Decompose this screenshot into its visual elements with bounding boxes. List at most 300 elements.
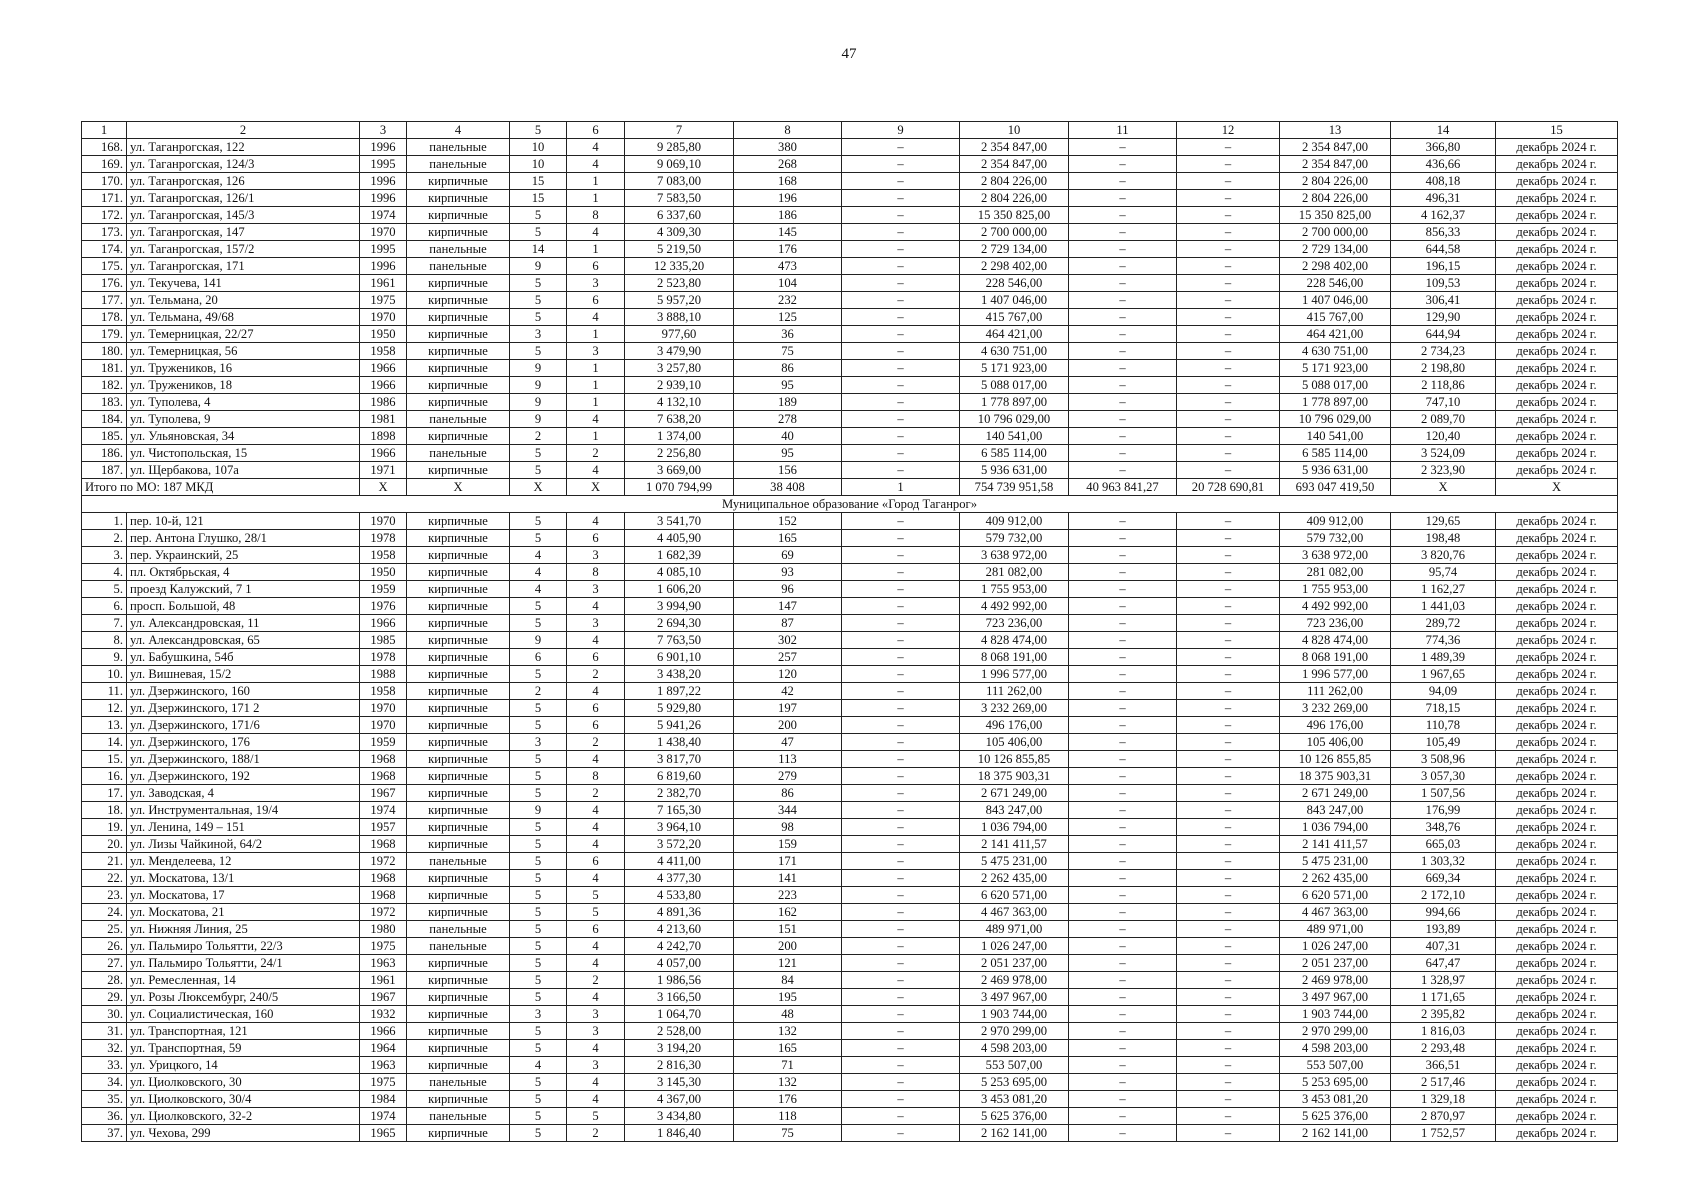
table-cell: 415 767,00 <box>1280 309 1391 326</box>
section-title: Муниципальное образование «Город Таганрог» <box>82 496 1618 513</box>
table-cell: – <box>1069 462 1177 479</box>
table-row <box>82 1040 1618 1057</box>
table-cell: – <box>1177 564 1280 581</box>
table-cell: кирпичные <box>407 377 510 394</box>
table-cell: 75 <box>734 343 842 360</box>
table-cell: – <box>1177 394 1280 411</box>
table-cell: кирпичные <box>407 513 510 530</box>
table-cell: 3 638 972,00 <box>960 547 1069 564</box>
table-cell: 3 994,90 <box>625 598 734 615</box>
table-cell: – <box>1069 377 1177 394</box>
table-cell: 5 <box>510 989 567 1006</box>
table-cell: 4 <box>567 309 625 326</box>
table-cell: – <box>842 1023 960 1040</box>
table-cell: 279 <box>734 768 842 785</box>
table-row <box>82 207 1618 224</box>
table-row <box>82 309 1618 326</box>
table-cell: панельные <box>407 921 510 938</box>
column-number-header: 11 <box>1069 122 1177 139</box>
table-cell: 15 <box>510 173 567 190</box>
table-cell: панельные <box>407 1108 510 1125</box>
table-cell: – <box>1177 700 1280 717</box>
table-cell: – <box>1177 853 1280 870</box>
table-cell: 2 870,97 <box>1391 1108 1496 1125</box>
table-cell: 9 <box>510 360 567 377</box>
table-cell: 4 630 751,00 <box>960 343 1069 360</box>
table-cell: – <box>842 241 960 258</box>
table-cell: 5. <box>82 581 127 598</box>
table-cell: панельные <box>407 853 510 870</box>
table-cell: 1972 <box>360 904 407 921</box>
table-cell: – <box>842 938 960 955</box>
table-cell: 168 <box>734 173 842 190</box>
table-cell: кирпичные <box>407 1091 510 1108</box>
table-cell: 4 <box>567 989 625 1006</box>
table-cell: 169. <box>82 156 127 173</box>
table-cell: – <box>1069 156 1177 173</box>
table-cell: 7 165,30 <box>625 802 734 819</box>
total-value: X <box>360 479 407 496</box>
table-cell: 1 752,57 <box>1391 1125 1496 1142</box>
table-cell: 3 964,10 <box>625 819 734 836</box>
table-cell: кирпичные <box>407 768 510 785</box>
table-row <box>82 1023 1618 1040</box>
table-cell: ул. Туполева, 4 <box>127 394 360 411</box>
table-cell: 2 523,80 <box>625 275 734 292</box>
table-cell: 1 162,27 <box>1391 581 1496 598</box>
table-cell: 348,76 <box>1391 819 1496 836</box>
table-row <box>82 156 1618 173</box>
table-cell: – <box>1177 462 1280 479</box>
table-cell: 4 <box>510 564 567 581</box>
table-cell: просп. Большой, 48 <box>127 598 360 615</box>
table-cell: – <box>1177 224 1280 241</box>
table-cell: 553 507,00 <box>960 1057 1069 1074</box>
table-cell: кирпичные <box>407 547 510 564</box>
table-cell: 193,89 <box>1391 921 1496 938</box>
table-cell: 24. <box>82 904 127 921</box>
table-cell: 3 <box>510 326 567 343</box>
table-cell: кирпичные <box>407 1125 510 1142</box>
total-label: Итого по МО: 187 МКД <box>82 479 360 496</box>
table-cell: – <box>1069 683 1177 700</box>
table-cell: декабрь 2024 г. <box>1496 700 1618 717</box>
table-cell: 3 817,70 <box>625 751 734 768</box>
table-cell: – <box>1177 615 1280 632</box>
column-number-header: 4 <box>407 122 510 139</box>
table-cell: декабрь 2024 г. <box>1496 819 1618 836</box>
table-cell: – <box>1069 734 1177 751</box>
table-cell: – <box>1177 190 1280 207</box>
table-cell: – <box>1177 598 1280 615</box>
table-cell: 9 <box>510 258 567 275</box>
table-cell: – <box>842 1040 960 1057</box>
table-cell: кирпичные <box>407 683 510 700</box>
table-cell: – <box>1069 139 1177 156</box>
table-cell: 6 <box>567 292 625 309</box>
table-cell: 579 732,00 <box>1280 530 1391 547</box>
table-cell: 2 262 435,00 <box>960 870 1069 887</box>
table-cell: – <box>1177 768 1280 785</box>
table-cell: 2 816,30 <box>625 1057 734 1074</box>
table-cell: – <box>842 411 960 428</box>
table-cell: 152 <box>734 513 842 530</box>
table-cell: 2 694,30 <box>625 615 734 632</box>
table-cell: 1 441,03 <box>1391 598 1496 615</box>
table-cell: 5 <box>567 904 625 921</box>
table-cell: кирпичные <box>407 1023 510 1040</box>
table-cell: – <box>1069 768 1177 785</box>
table-body <box>82 122 1618 1142</box>
table-cell: 489 971,00 <box>1280 921 1391 938</box>
table-cell: 27. <box>82 955 127 972</box>
table-cell: 129,90 <box>1391 309 1496 326</box>
table-cell: 977,60 <box>625 326 734 343</box>
table-cell: декабрь 2024 г. <box>1496 581 1618 598</box>
table-cell: – <box>1177 1040 1280 1057</box>
table-row <box>82 683 1618 700</box>
table-cell: ул. Дзержинского, 160 <box>127 683 360 700</box>
table-cell: проезд Калужский, 7 1 <box>127 581 360 598</box>
table-cell: 159 <box>734 836 842 853</box>
table-cell: – <box>842 819 960 836</box>
table-cell: – <box>842 666 960 683</box>
table-cell: 1965 <box>360 1125 407 1142</box>
table-cell: – <box>842 870 960 887</box>
table-cell: 2 089,70 <box>1391 411 1496 428</box>
table-cell: 5 <box>510 921 567 938</box>
table-cell: 121 <box>734 955 842 972</box>
table-cell: декабрь 2024 г. <box>1496 972 1618 989</box>
table-cell: 289,72 <box>1391 615 1496 632</box>
table-cell: 3 <box>567 615 625 632</box>
table-cell: 189 <box>734 394 842 411</box>
table-cell: 5 <box>510 853 567 870</box>
table-cell: 1 407 046,00 <box>960 292 1069 309</box>
table-cell: – <box>1069 887 1177 904</box>
table-cell: – <box>842 700 960 717</box>
table-cell: 1958 <box>360 683 407 700</box>
table-cell: – <box>842 445 960 462</box>
table-cell: 6 <box>567 921 625 938</box>
table-cell: 8 <box>567 207 625 224</box>
table-cell: 5 <box>510 1023 567 1040</box>
table-cell: 1 996 577,00 <box>960 666 1069 683</box>
table-cell: – <box>1177 241 1280 258</box>
table-cell: кирпичные <box>407 717 510 734</box>
table-cell: 5 941,26 <box>625 717 734 734</box>
table-cell: кирпичные <box>407 734 510 751</box>
table-cell: 1 <box>567 173 625 190</box>
table-cell: ул. Таганрогская, 147 <box>127 224 360 241</box>
total-row <box>82 479 1618 496</box>
table-cell: 197 <box>734 700 842 717</box>
table-cell: 6 585 114,00 <box>1280 445 1391 462</box>
table-cell: пер. Украинский, 25 <box>127 547 360 564</box>
total-value: X <box>407 479 510 496</box>
table-cell: 1966 <box>360 615 407 632</box>
table-cell: ул. Менделеева, 12 <box>127 853 360 870</box>
table-cell: – <box>1177 1074 1280 1091</box>
table-cell: 129,65 <box>1391 513 1496 530</box>
table-cell: 2 051 237,00 <box>1280 955 1391 972</box>
table-cell: – <box>1069 666 1177 683</box>
table-cell: – <box>1069 785 1177 802</box>
table-cell: 4 <box>510 547 567 564</box>
table-cell: 1974 <box>360 207 407 224</box>
table-cell: 5 <box>510 598 567 615</box>
table-cell: 2 354 847,00 <box>960 139 1069 156</box>
table-cell: 1984 <box>360 1091 407 1108</box>
table-cell: 4 891,36 <box>625 904 734 921</box>
table-cell: 75 <box>734 1125 842 1142</box>
table-cell: декабрь 2024 г. <box>1496 802 1618 819</box>
table-cell: декабрь 2024 г. <box>1496 445 1618 462</box>
table-cell: – <box>842 649 960 666</box>
table-cell: – <box>842 292 960 309</box>
table-cell: ул. Александровская, 11 <box>127 615 360 632</box>
table-cell: ул. Циолковского, 30 <box>127 1074 360 1091</box>
table-cell: 1963 <box>360 1057 407 1074</box>
table-cell: 366,80 <box>1391 139 1496 156</box>
table-row <box>82 921 1618 938</box>
table-cell: 464 421,00 <box>960 326 1069 343</box>
table-cell: 14. <box>82 734 127 751</box>
table-cell: 2 804 226,00 <box>960 173 1069 190</box>
table-cell: – <box>842 564 960 581</box>
table-cell: – <box>1069 717 1177 734</box>
table-cell: ул. Туполева, 9 <box>127 411 360 428</box>
table-cell: 198,48 <box>1391 530 1496 547</box>
table-cell: 187. <box>82 462 127 479</box>
table-cell: 4 467 363,00 <box>960 904 1069 921</box>
table-cell: декабрь 2024 г. <box>1496 360 1618 377</box>
table-row <box>82 598 1618 615</box>
table-cell: 1 303,32 <box>1391 853 1496 870</box>
table-row <box>82 870 1618 887</box>
table-cell: декабрь 2024 г. <box>1496 955 1618 972</box>
table-cell: 2 382,70 <box>625 785 734 802</box>
table-cell: 2 141 411,57 <box>960 836 1069 853</box>
table-cell: 71 <box>734 1057 842 1074</box>
table-cell: – <box>842 462 960 479</box>
table-cell: – <box>1069 972 1177 989</box>
table-cell: ул. Ремесленная, 14 <box>127 972 360 989</box>
table-row <box>82 224 1618 241</box>
table-cell: 47 <box>734 734 842 751</box>
table-cell: 184. <box>82 411 127 428</box>
housing-registry-table <box>81 121 1618 1142</box>
table-cell: 6 819,60 <box>625 768 734 785</box>
table-cell: 665,03 <box>1391 836 1496 853</box>
table-row <box>82 853 1618 870</box>
table-cell: 3 453 081,20 <box>960 1091 1069 1108</box>
table-cell: 18 375 903,31 <box>960 768 1069 785</box>
table-cell: 1 026 247,00 <box>960 938 1069 955</box>
table-cell: 2 256,80 <box>625 445 734 462</box>
table-cell: 4 828 474,00 <box>1280 632 1391 649</box>
table-cell: 1 778 897,00 <box>1280 394 1391 411</box>
table-cell: – <box>1069 989 1177 1006</box>
table-cell: 2 051 237,00 <box>960 955 1069 972</box>
table-cell: – <box>842 1108 960 1125</box>
column-number-header: 9 <box>842 122 960 139</box>
table-cell: 4 <box>567 836 625 853</box>
table-cell: 223 <box>734 887 842 904</box>
table-row <box>82 649 1618 666</box>
table-cell: 228 546,00 <box>960 275 1069 292</box>
table-row <box>82 258 1618 275</box>
table-cell: – <box>1069 921 1177 938</box>
table-cell: 4 085,10 <box>625 564 734 581</box>
table-cell: 1 897,22 <box>625 683 734 700</box>
table-cell: – <box>1069 1091 1177 1108</box>
table-cell: 6 <box>567 700 625 717</box>
table-cell: 9 <box>510 632 567 649</box>
table-cell: декабрь 2024 г. <box>1496 632 1618 649</box>
table-cell: 23. <box>82 887 127 904</box>
table-cell: 232 <box>734 292 842 309</box>
table-cell: декабрь 2024 г. <box>1496 1091 1618 1108</box>
table-cell: декабрь 2024 г. <box>1496 173 1618 190</box>
table-cell: 9 <box>510 394 567 411</box>
table-cell: – <box>842 751 960 768</box>
table-cell: – <box>842 258 960 275</box>
table-cell: кирпичные <box>407 564 510 581</box>
table-cell: – <box>1177 530 1280 547</box>
table-cell: ул. Тружеников, 16 <box>127 360 360 377</box>
table-cell: 7 583,50 <box>625 190 734 207</box>
table-cell: 2 298 402,00 <box>1280 258 1391 275</box>
table-cell: 344 <box>734 802 842 819</box>
table-cell: 2 804 226,00 <box>1280 190 1391 207</box>
column-number-header: 8 <box>734 122 842 139</box>
table-cell: ул. Пальмиро Тольятти, 22/3 <box>127 938 360 955</box>
table-cell: 31. <box>82 1023 127 1040</box>
table-cell: 10 <box>510 139 567 156</box>
table-cell: – <box>842 394 960 411</box>
table-row <box>82 819 1618 836</box>
table-cell: 278 <box>734 411 842 428</box>
table-cell: – <box>842 598 960 615</box>
table-cell: – <box>1069 343 1177 360</box>
table-cell: 25. <box>82 921 127 938</box>
table-cell: – <box>1069 258 1177 275</box>
table-cell: 1975 <box>360 292 407 309</box>
table-cell: 774,36 <box>1391 632 1496 649</box>
table-cell: 1. <box>82 513 127 530</box>
table-cell: 380 <box>734 139 842 156</box>
table-cell: 1 <box>567 190 625 207</box>
table-cell: 2 469 978,00 <box>1280 972 1391 989</box>
table-cell: 4 405,90 <box>625 530 734 547</box>
table-cell: – <box>842 360 960 377</box>
table-cell: 3 438,20 <box>625 666 734 683</box>
table-cell: 5 <box>510 309 567 326</box>
table-cell: 3 <box>567 275 625 292</box>
table-cell: 1 903 744,00 <box>1280 1006 1391 1023</box>
table-cell: – <box>842 190 960 207</box>
table-cell: 2 <box>567 972 625 989</box>
table-cell: 489 971,00 <box>960 921 1069 938</box>
table-cell: 2 700 000,00 <box>960 224 1069 241</box>
table-cell: 644,94 <box>1391 326 1496 343</box>
table-cell: декабрь 2024 г. <box>1496 462 1618 479</box>
table-cell: 2 141 411,57 <box>1280 836 1391 853</box>
table-cell: декабрь 2024 г. <box>1496 139 1618 156</box>
table-row <box>82 734 1618 751</box>
table-cell: 3 232 269,00 <box>1280 700 1391 717</box>
table-cell: 4 <box>510 581 567 598</box>
table-cell: 6 620 571,00 <box>1280 887 1391 904</box>
table-cell: кирпичные <box>407 309 510 326</box>
table-cell: 5 <box>510 751 567 768</box>
table-cell: – <box>1177 377 1280 394</box>
table-cell: 2 729 134,00 <box>1280 241 1391 258</box>
table-cell: – <box>1069 870 1177 887</box>
total-value: 40 963 841,27 <box>1069 479 1177 496</box>
table-cell: 4 533,80 <box>625 887 734 904</box>
table-cell: 1968 <box>360 751 407 768</box>
table-cell: – <box>1177 734 1280 751</box>
table-cell: 1 036 794,00 <box>1280 819 1391 836</box>
table-cell: 40 <box>734 428 842 445</box>
column-number-header: 1 <box>82 122 127 139</box>
table-cell: 1972 <box>360 853 407 870</box>
table-cell: – <box>1177 870 1280 887</box>
table-cell: 1971 <box>360 462 407 479</box>
table-cell: 1 507,56 <box>1391 785 1496 802</box>
table-cell: 186. <box>82 445 127 462</box>
table-cell: 5 253 695,00 <box>1280 1074 1391 1091</box>
table-cell: 195 <box>734 989 842 1006</box>
table-row <box>82 547 1618 564</box>
table-cell: 87 <box>734 615 842 632</box>
table-cell: 1968 <box>360 836 407 853</box>
table-cell: 1996 <box>360 173 407 190</box>
table-cell: 5 <box>510 1108 567 1125</box>
table-cell: 7. <box>82 615 127 632</box>
table-cell: кирпичные <box>407 632 510 649</box>
table-cell: 1 <box>567 394 625 411</box>
column-number-header: 3 <box>360 122 407 139</box>
table-cell: 37. <box>82 1125 127 1142</box>
table-cell: декабрь 2024 г. <box>1496 938 1618 955</box>
table-cell: кирпичные <box>407 343 510 360</box>
table-row <box>82 955 1618 972</box>
table-cell: декабрь 2024 г. <box>1496 1006 1618 1023</box>
table-cell: 5 <box>510 666 567 683</box>
table-cell: 1966 <box>360 445 407 462</box>
table-cell: 6 <box>567 649 625 666</box>
table-cell: 1968 <box>360 768 407 785</box>
table-cell: 111 262,00 <box>960 683 1069 700</box>
table-cell: 2 <box>567 785 625 802</box>
table-row <box>82 190 1618 207</box>
column-number-row <box>82 122 1618 139</box>
column-number-header: 2 <box>127 122 360 139</box>
table-cell: 1964 <box>360 1040 407 1057</box>
table-cell: – <box>1069 700 1177 717</box>
table-cell: кирпичные <box>407 836 510 853</box>
table-cell: 5 929,80 <box>625 700 734 717</box>
table-cell: 1 329,18 <box>1391 1091 1496 1108</box>
table-cell: декабрь 2024 г. <box>1496 734 1618 751</box>
total-value: X <box>510 479 567 496</box>
table-cell: 162 <box>734 904 842 921</box>
total-value: 693 047 419,50 <box>1280 479 1391 496</box>
table-cell: – <box>1069 802 1177 819</box>
